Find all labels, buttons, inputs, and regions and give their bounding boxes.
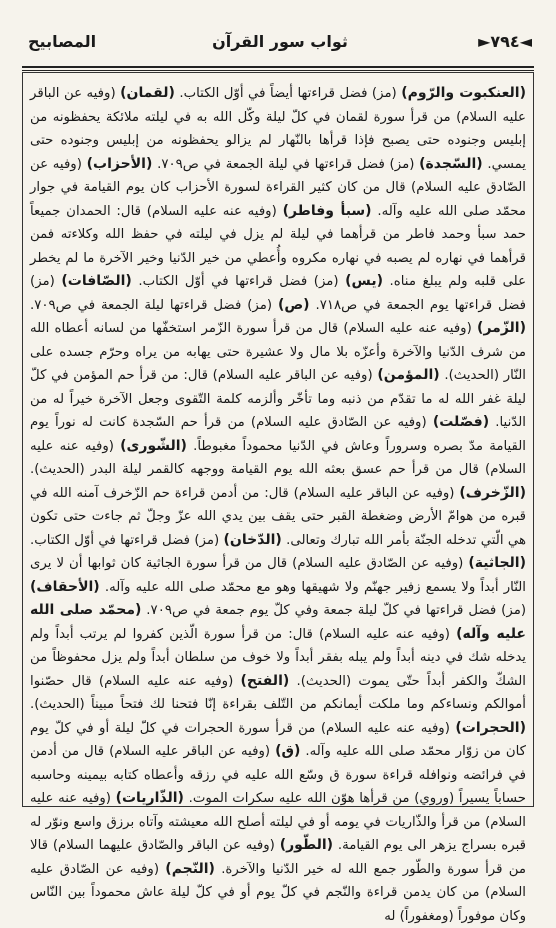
surah-heading: (الذّاريات) [115, 790, 184, 806]
book-title: المصابيح [28, 32, 97, 51]
body-text-run: (وفيه عن الباقر عليه السلام) قال من أدمن في فرائضه ونوافله قراءة سورة ق وسّع الله عليه في رزقه وأعطاه كتابه بيمينه وحاسبه حساباً يسيراً (وروي) من قرأها هوّن الله عليه سكرات الموت. [30, 744, 526, 806]
body-text-run: (وفيه عن الباقر عليه السلام) من قرأ سورة لقمان في كلّ ليلة وكّل الله به في ليلته ملائكة يحفظونه من إبليس وجنوده حتى يصبح فإذا قرأها بالنّهار لم يزالو يحفظونه من إبليس وجنوده حتى يمسي. [30, 86, 526, 172]
body-text-run: (مز) فضل قراءتها في أوّل الكتاب. [131, 274, 346, 289]
surah-heading: (ق) [275, 743, 301, 759]
surah-heading: (الأحزاب) [86, 155, 153, 172]
body-text-run: (وفيه عنه عليه السلام) قال من قرأ سورة الزّمر استخفّها من لسانه أعطاه الله من شرف الدّنيا والآخرة وأعزّه بلا مال ولا عشيرة حتى يهابه من يراه وحرّم جسده على النّار (الحديث). [30, 321, 526, 383]
body-text-run: (مز) فضل قراءتها يوم الجمعة في ص٧١٨. [30, 274, 526, 313]
body-text-run: (مز) فضل قراءتها في كلّ ليلة جمعة وفي كلّ يوم جمعة في ص٧٠٩. [141, 603, 527, 618]
surah-heading: (الأحقاف) [30, 578, 100, 595]
surah-heading: (لقمان) [120, 85, 175, 101]
surah-heading: (الطّور) [279, 837, 334, 853]
body-text-run: (وفيه عن الصّادق عليه السلام) من كان يدمن قراءة والنّجم في كلّ يوم أو في كلّ ليلة عاش محموداً بين النّاس وكان موفوراً (ومغفوراً) له [30, 861, 526, 924]
page-number: ◄٧٩٤► [478, 32, 532, 51]
body-text-run: (وفيه عن الباقر والصّادق عليهما السلام) قالا من قرأ سورة والطّور جمع الله له خير الدّنيا والآخرة. [30, 838, 526, 877]
surah-heading: (يس) [345, 273, 383, 289]
body-text-run: (وفيه عنه عليه السلام) قال من قرأ حم عسق بعثه الله يوم القيامة ووجهه كالقمر ليلة البدر (الحديث). [30, 438, 526, 477]
surah-heading: (النّجم) [165, 860, 215, 877]
body-text-run: (وفيه عنه عليه السلام) قال: من قرأ سورة الّذين كفروا لم يرتب أبداً ولم يدخله شك في دينه أبداً ولم يبله بفقر أبداً ولا خوف من سلطان أبداً ولم يزل محفوظاً من الشكّ والكفر أبداً حتّى يموت (الحديث). [30, 626, 526, 689]
body-text-run: (وفيه عن الصّادق عليه السلام) من قرأ حم السّجدة كانت له نوراً يوم القيامة مدّ بصره وسروراً وعاش في الدّنيا محموداً مغبوطاً. [30, 415, 526, 454]
surah-heading: (محمّد صلى الله عليه وآله) [30, 602, 526, 642]
header-rule [22, 66, 534, 68]
body-text-run: (مز) فضل قراءتها أيضاً في أوّل الكتاب. [174, 86, 402, 101]
body-text [30, 82, 527, 924]
body-text-run: (وفيه عن الصّادق عليه السلام) قال من كان كثير القراءة لسورة الأحزاب كان يوم القيامة في جوار محمّد صلى الله عليه وآله. [30, 156, 526, 219]
page-header [28, 30, 532, 60]
body-text-run: (وفيه عنه عليه السلام) قال: الحمدان جميعاً حمد سبأ وحمد فاطر من قرأهما في ليلة لم يزل في ليلته في حفظ الله وكلاءته فمن قرأهما في نهاره لم يصبه في نهاره مكروه وأُعطي من خير الدّنيا وخير الآخرة ما لم يخطر على قلبه ولم يبلغ مناه. [30, 203, 527, 289]
surah-heading: (فصّلت) [432, 414, 490, 430]
surah-heading: (الدّخان) [223, 531, 282, 548]
surah-heading: (الصّافات) [61, 273, 132, 289]
body-text-run: (مز) فضل قراءتها في ليلة الجمعة في ص٧٠٩. [152, 156, 420, 172]
body-text-run: (وفيه عن الصّادق عليه السلام) قال من قرأ سورة الجاثية كان ثوابها أن لا يرى النّار أبداً ولا يسمع زفير جهنّم ولا شهيقها وهو مع محمّد صلى الله عليه وآله. [30, 556, 526, 595]
surah-heading: (الزّمر) [477, 320, 526, 336]
surah-heading: (سبأ وفاطر) [282, 202, 372, 219]
surah-heading: (الجاثية) [468, 555, 526, 571]
body-text-run: (وفيه عنه عليه السلام) قال حصّنوا أموالكم ونساءكم وما ملكت أيمانكم من التّلف بقراءة إنّا فتحنا لك فتحاً مبيناً (الحديث). [30, 673, 526, 712]
surah-heading: (ص) [277, 296, 310, 313]
body-text-run: (مز) فضل قراءتها في أوّل الكتاب. [30, 532, 224, 548]
body-text-run: (وفيه عنه عليه السلام) من قرأ والذّاريات في يومه أو في ليلته أصلح الله معيشته وآتاه برزق واسع ونوّر له قبره بسراج يزهر الى يوم القيامة. [30, 791, 526, 853]
body-paragraph [30, 82, 526, 928]
page-title: ثواب سور القرآن [212, 32, 348, 51]
header-rule-thin [22, 70, 534, 71]
surah-heading: (الفتح) [240, 672, 290, 689]
surah-heading: (السّجدة) [419, 155, 483, 172]
surah-heading: (العنكبوت والرّوم) [401, 85, 526, 101]
surah-heading: (الحجرات) [455, 719, 526, 736]
body-text-run: (وفيه عن الباقر عليه السلام) قال: من قرأ حم المؤمن في كلّ ليلة غفر الله له ما تقدّم من ذنبه وما تأخّر وألزمه كلمة التّقوى وجعل الآخرة خيراً له من الدّنيا. [30, 368, 526, 430]
body-text-run: (وفيه عنه عليه السلام) من قرأ سورة الحجرات في كلّ ليلة أو في كلّ يوم كان من زوّار محمّد صلى الله عليه وآله. [30, 720, 527, 759]
surah-heading: (الزّخرف) [459, 484, 526, 501]
body-text-run: (وفيه عن الباقر عليه السلام) قال: من أدمن قراءة حم الزّخرف آمنه الله في قبره من هوامّ الأرض وضغطة القبر حتى يقف بين يدي الله عزّ وجلّ ثم جاءت حتى تكون هي الّتي تدخله الجنّة بأمر الله تبارك وتعالى. [30, 485, 526, 548]
surah-heading: (المؤمن) [377, 367, 440, 383]
surah-heading: (الشّورى) [120, 437, 187, 454]
body-text-run: (مز) فضل قراءتها ليلة الجمعة في ص٧٠٩. [30, 297, 278, 313]
